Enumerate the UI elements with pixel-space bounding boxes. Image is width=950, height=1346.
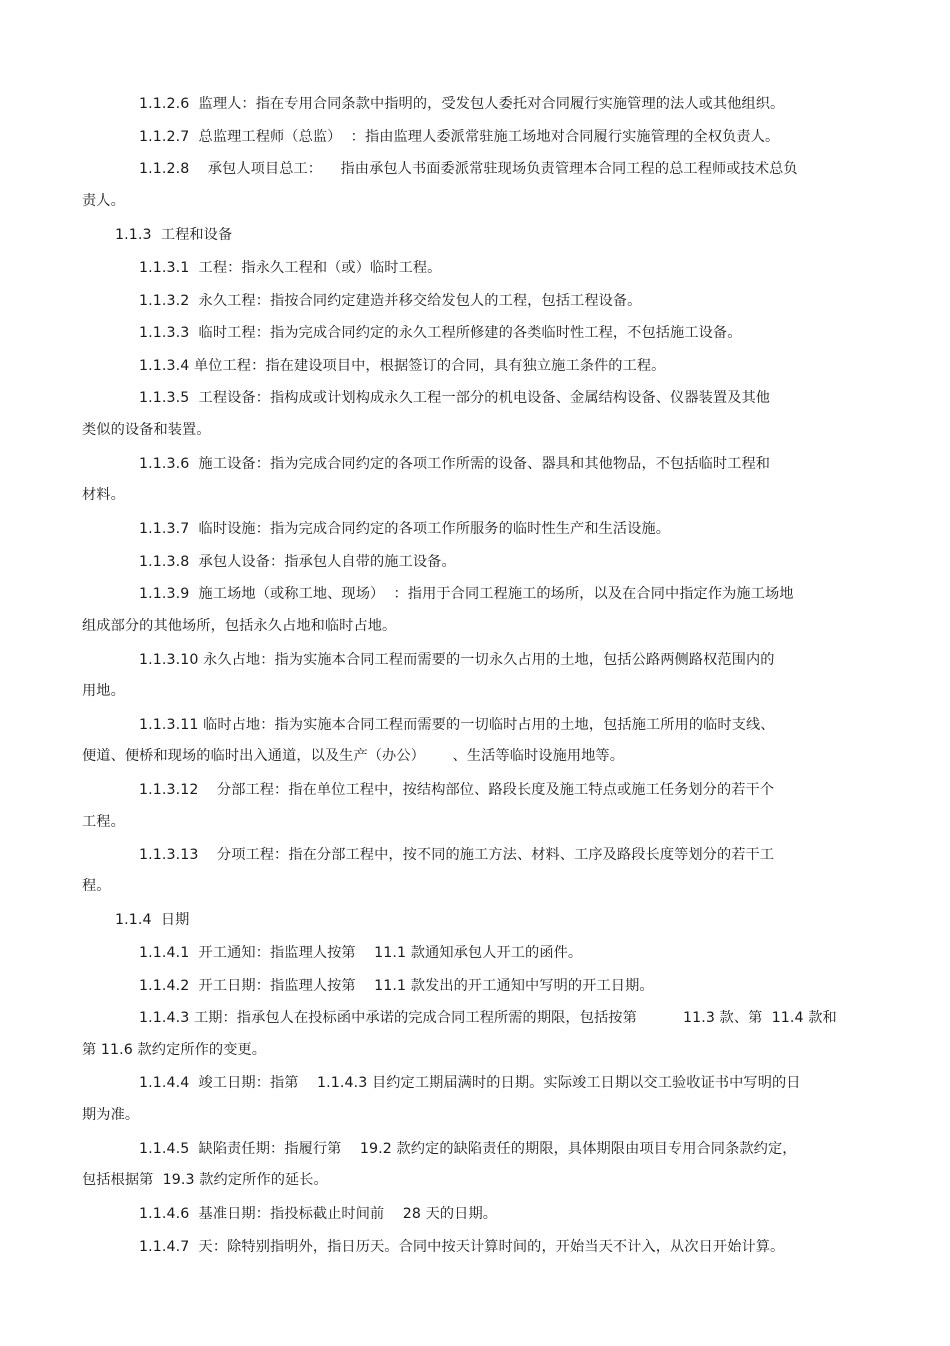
clause-1-1-3-12: 1.1.3.12 分部工程：指在单位工程中，按结构部位、路段长度及施工特点或施工任务划分的若干个 (139, 782, 775, 798)
clause-1-1-3-7: 1.1.3.7 临时设施：指为完成合同约定的各项工作所服务的临时性生产和生活设施。 (139, 521, 671, 537)
clause-1-1-4-3: 1.1.4.3 工期：指承包人在投标函中承诺的完成合同工程所需的期限，包括按第 11.3 款、第 11.4 款和 (139, 1010, 837, 1026)
section-heading-1-1-3: 1.1.3 工程和设备 (115, 227, 233, 243)
clause-1-1-4-1: 1.1.4.1 开工通知：指监理人按第 11.1 款通知承包人开工的函件。 (139, 945, 583, 961)
clause-1-1-4-4: 1.1.4.4 竣工日期：指第 1.1.4.3 目约定工期届满时的日期。实际竣工日期以交工验收证书中写明的日 (139, 1075, 801, 1091)
clause-1-1-3-11-cont: 便道、便桥和现场的临时出入通道，以及生产（办公） 、生活等临时设施用地等。 (82, 748, 625, 764)
clause-1-1-2-6: 1.1.2.6 监理人：指在专用合同条款中指明的，受发包人委托对合同履行实施管理的法人或其他组织。 (139, 96, 785, 112)
clause-1-1-3-10-cont: 用地。 (82, 683, 125, 699)
clause-1-1-3-11: 1.1.3.11 临时占地：指为实施本合同工程而需要的一切临时占用的土地，包括施工所用的临时支线、 (139, 717, 775, 733)
clause-1-1-3-9-cont: 组成部分的其他场所，包括永久占地和临时占地。 (82, 618, 397, 634)
clause-1-1-4-2: 1.1.4.2 开工日期：指监理人按第 11.1 款发出的开工通知中写明的开工日期。 (139, 978, 654, 994)
clause-1-1-4-3-cont: 第 11.6 款约定所作的变更。 (82, 1042, 267, 1058)
clause-1-1-3-13: 1.1.3.13 分项工程：指在分部工程中，按不同的施工方法、材料、工序及路段长度等划分的若干工 (139, 847, 775, 863)
clause-1-1-3-9: 1.1.3.9 施工场地（或称工地、现场） ：指用于合同工程施工的场所，以及在合同中指定作为施工场地 (139, 586, 794, 602)
clause-1-1-3-5: 1.1.3.5 工程设备：指构成或计划构成永久工程一部分的机电设备、金属结构设备、仪器装置及其他 (139, 390, 771, 406)
clause-1-1-3-12-cont: 工程。 (82, 814, 125, 830)
clause-1-1-2-7: 1.1.2.7 总监理工程师（总监） ：指由监理人委派常驻施工场地对合同履行实施管理的全权负责人。 (139, 129, 780, 145)
clause-1-1-3-10: 1.1.3.10 永久占地：指为实施本合同工程而需要的一切永久占用的土地，包括公路两侧路权范围内的 (139, 652, 775, 668)
clause-1-1-3-5-cont: 类似的设备和装置。 (82, 422, 211, 438)
clause-1-1-3-6-cont: 材料。 (82, 487, 125, 503)
clause-1-1-3-6: 1.1.3.6 施工设备：指为完成合同约定的各项工作所需的设备、器具和其他物品，不包括临时工程和 (139, 456, 771, 472)
clause-1-1-3-8: 1.1.3.8 承包人设备：指承包人自带的施工设备。 (139, 554, 456, 570)
clause-1-1-2-8: 1.1.2.8 承包人项目总工： 指由承包人书面委派常驻现场负责管理本合同工程的总工程师或技术总负 (139, 161, 798, 177)
clause-1-1-2-8-cont: 责人。 (82, 193, 125, 209)
clause-1-1-3-13-cont: 程。 (82, 878, 111, 894)
clause-1-1-3-3: 1.1.3.3 临时工程：指为完成合同约定的永久工程所修建的各类临时性工程，不包括施工设备。 (139, 325, 742, 341)
clause-1-1-3-2: 1.1.3.2 永久工程：指按合同约定建造并移交给发包人的工程，包括工程设备。 (139, 293, 642, 309)
clause-1-1-4-7: 1.1.4.7 天：除特别指明外，指日历天。合同中按天计算时间的，开始当天不计入，从次日开始计算。 (139, 1239, 785, 1255)
clause-1-1-4-4-cont: 期为准。 (82, 1107, 140, 1123)
clause-1-1-4-5-cont: 包括根据第 19.3 款约定所作的延长。 (82, 1172, 328, 1188)
clause-1-1-3-1: 1.1.3.1 工程：指永久工程和（或）临时工程。 (139, 260, 442, 276)
section-heading-1-1-4: 1.1.4 日期 (115, 912, 190, 928)
clause-1-1-3-4: 1.1.3.4 单位工程：指在建设项目中，根据签订的合同，具有独立施工条件的工程。 (139, 358, 666, 374)
clause-1-1-4-5: 1.1.4.5 缺陷责任期：指履行第 19.2 款约定的缺陷责任的期限，具体期限由项目专用合同条款约定， (139, 1141, 797, 1157)
clause-1-1-4-6: 1.1.4.6 基准日期：指投标截止时间前 28 天的日期。 (139, 1206, 498, 1222)
